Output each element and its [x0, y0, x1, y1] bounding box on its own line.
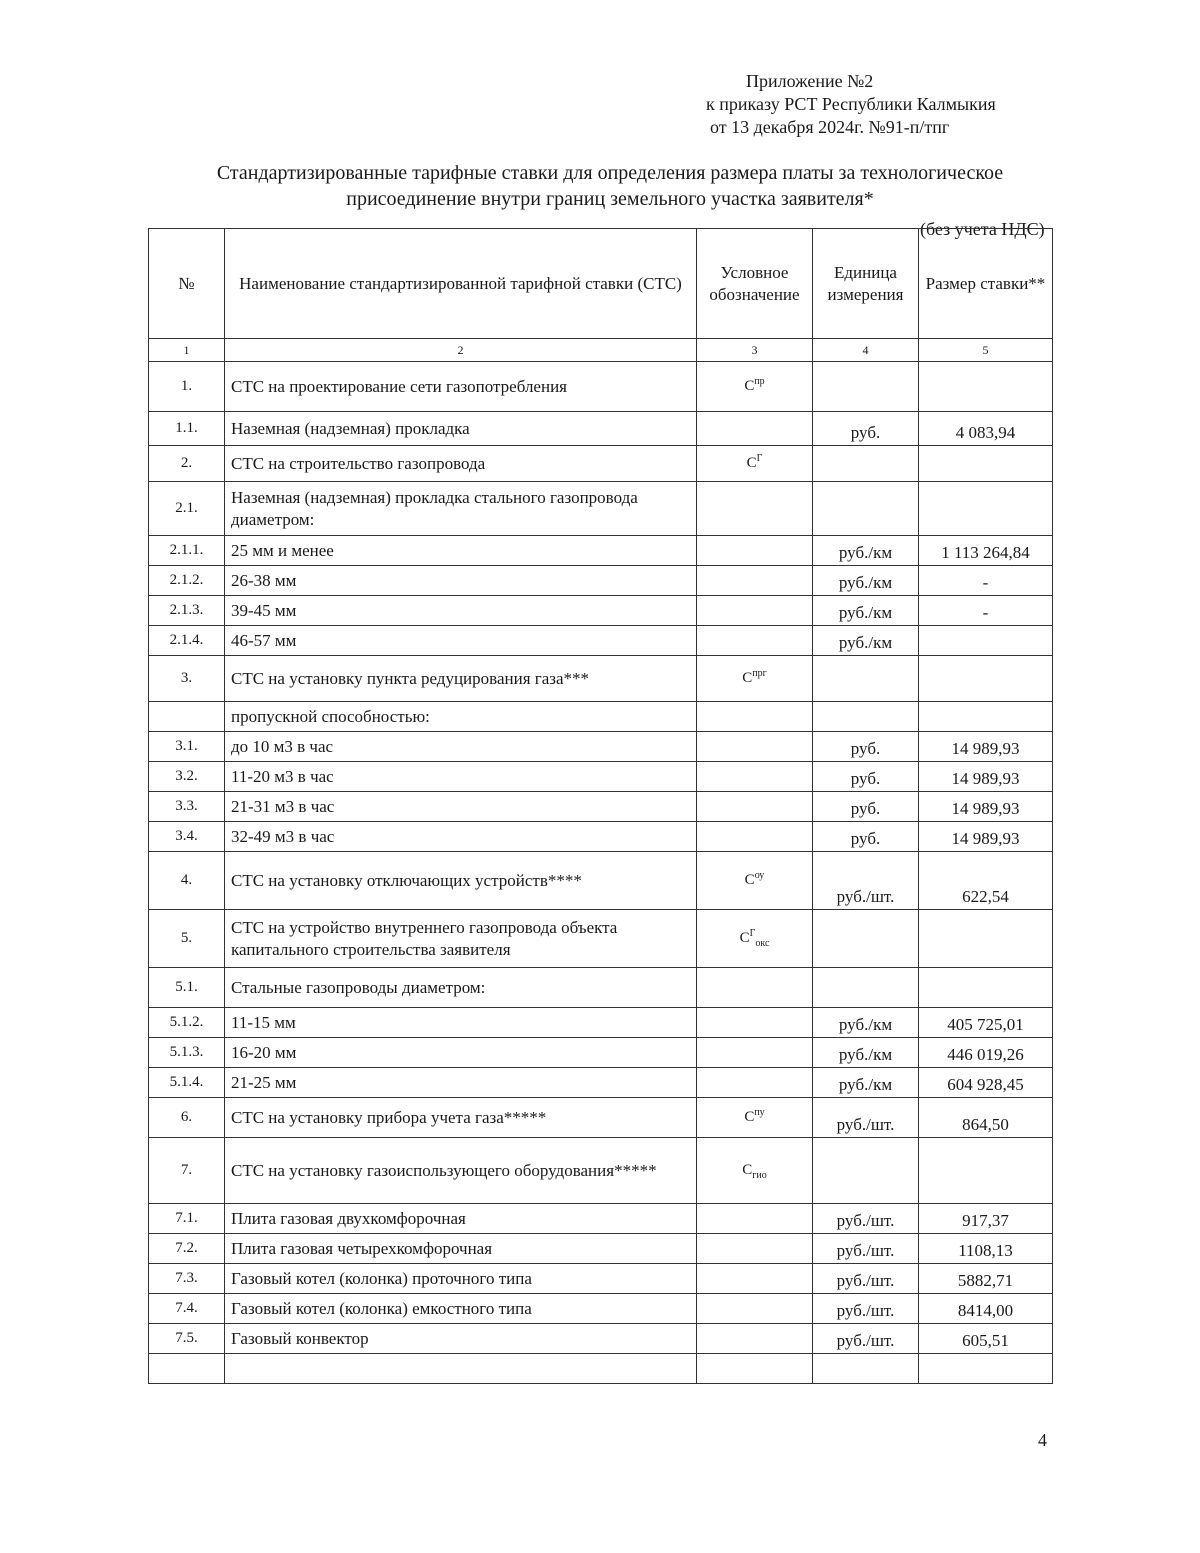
- row-number: 3.3.: [149, 792, 225, 822]
- symbol-base: С: [746, 455, 757, 471]
- row-rate: 622,54: [919, 852, 1053, 910]
- appendix-reference: [706, 70, 996, 139]
- row-rate: [919, 910, 1053, 968]
- table-row: [149, 968, 1053, 1008]
- row-name: СТС на строительство газопровода: [225, 446, 697, 482]
- row-name: 21-31 м3 в час: [225, 792, 697, 822]
- row-name: Стальные газопроводы диаметром:: [225, 968, 697, 1008]
- row-number: 7.5.: [149, 1324, 225, 1354]
- row-number: 1.: [149, 362, 225, 412]
- row-rate: 446 019,26: [919, 1038, 1053, 1068]
- row-name: Плита газовая двухкомфорочная: [225, 1204, 697, 1234]
- document-title: Стандартизированные тарифные ставки для определения размера платы за технологическое присоединение внутри границ земельного участка заявителя*: [216, 162, 1004, 210]
- table-row: [149, 1068, 1053, 1098]
- row-rate: [919, 968, 1053, 1008]
- row-rate: 8414,00: [919, 1294, 1053, 1324]
- table-row: [149, 822, 1053, 852]
- table-row: [149, 536, 1053, 566]
- row-unit: руб./шт.: [813, 1098, 919, 1138]
- symbol-superscript: пр: [754, 376, 765, 387]
- row-rate: [919, 446, 1053, 482]
- symbol-base: С: [742, 670, 753, 686]
- row-rate: 605,51: [919, 1324, 1053, 1354]
- row-name: Газовый котел (колонка) емкостного типа: [225, 1294, 697, 1324]
- symbol-superscript: пу: [754, 1107, 765, 1118]
- column-index: 5: [919, 339, 1053, 362]
- row-number: 4.: [149, 852, 225, 910]
- row-unit: руб./км: [813, 1068, 919, 1098]
- row-rate: [919, 626, 1053, 656]
- row-symbol: [697, 626, 813, 656]
- header-rate: Размер ставки**: [919, 229, 1053, 339]
- row-number: 2.1.2.: [149, 566, 225, 596]
- table-row: [149, 362, 1053, 412]
- row-unit: руб./км: [813, 566, 919, 596]
- row-name: СТС на установку отключающих устройств****: [225, 852, 697, 910]
- row-rate: 917,37: [919, 1204, 1053, 1234]
- column-index: 3: [697, 339, 813, 362]
- row-number: [149, 702, 225, 732]
- symbol-base: С: [744, 872, 755, 888]
- table-row: [149, 702, 1053, 732]
- row-symbol: [697, 1098, 813, 1138]
- table-row: [149, 626, 1053, 656]
- row-symbol: [697, 596, 813, 626]
- row-number: 7.: [149, 1138, 225, 1204]
- row-name: Плита газовая четырехкомфорочная: [225, 1234, 697, 1264]
- table-row: [149, 1264, 1053, 1294]
- row-symbol: [697, 362, 813, 412]
- row-unit: [813, 910, 919, 968]
- row-rate: 14 989,93: [919, 822, 1053, 852]
- row-rate: 14 989,93: [919, 762, 1053, 792]
- row-name: Газовый котел (колонка) проточного типа: [225, 1264, 697, 1294]
- row-symbol: [697, 446, 813, 482]
- row-number: 7.3.: [149, 1264, 225, 1294]
- row-rate: 4 083,94: [919, 412, 1053, 446]
- row-symbol: [697, 702, 813, 732]
- table-row: [149, 412, 1053, 446]
- row-rate: 1 113 264,84: [919, 536, 1053, 566]
- row-name: 11-15 мм: [225, 1008, 697, 1038]
- row-unit: руб./км: [813, 626, 919, 656]
- row-number: 2.: [149, 446, 225, 482]
- row-unit: руб./шт.: [813, 1324, 919, 1354]
- row-symbol: [697, 968, 813, 1008]
- table-row: [149, 482, 1053, 536]
- row-number: 7.1.: [149, 1204, 225, 1234]
- table-row: [149, 1354, 1053, 1384]
- row-symbol: [697, 566, 813, 596]
- row-number: 2.1.1.: [149, 536, 225, 566]
- row-name: СТС на устройство внутреннего газопровода объекта капитального строительства заявителя: [225, 910, 697, 968]
- row-number: 2.1.4.: [149, 626, 225, 656]
- row-rate: 14 989,93: [919, 732, 1053, 762]
- row-unit: руб./км: [813, 1008, 919, 1038]
- row-unit: руб./шт.: [813, 852, 919, 910]
- row-symbol: [697, 1138, 813, 1204]
- row-number: 7.2.: [149, 1234, 225, 1264]
- tariff-table: [148, 228, 1053, 1384]
- table-row: [149, 852, 1053, 910]
- table-row: [149, 446, 1053, 482]
- row-symbol: [697, 656, 813, 702]
- row-symbol: [697, 762, 813, 792]
- row-number: 3.4.: [149, 822, 225, 852]
- row-unit: [813, 1138, 919, 1204]
- row-number: 2.1.3.: [149, 596, 225, 626]
- row-symbol: [697, 822, 813, 852]
- row-rate: [919, 482, 1053, 536]
- row-symbol: [697, 482, 813, 536]
- row-name: 25 мм и менее: [225, 536, 697, 566]
- row-name: 21-25 мм: [225, 1068, 697, 1098]
- table-row: [149, 1038, 1053, 1068]
- row-symbol: [697, 792, 813, 822]
- table-row: [149, 1234, 1053, 1264]
- table-row: [149, 910, 1053, 968]
- row-unit: руб./км: [813, 536, 919, 566]
- row-name: СТС на установку прибора учета газа*****: [225, 1098, 697, 1138]
- table-row: [149, 596, 1053, 626]
- symbol-subscript: окс: [755, 938, 770, 949]
- row-unit: руб.: [813, 792, 919, 822]
- row-name: до 10 м3 в час: [225, 732, 697, 762]
- row-unit: руб.: [813, 822, 919, 852]
- row-rate: [919, 362, 1053, 412]
- row-name: [225, 1354, 697, 1384]
- row-name: СТС на установку пункта редуцирования газа***: [225, 656, 697, 702]
- appendix-line-1: Приложение №2: [746, 71, 874, 91]
- symbol-base: С: [742, 1162, 753, 1178]
- symbol-superscript: прг: [752, 668, 767, 679]
- row-name: Наземная (надземная) прокладка: [225, 412, 697, 446]
- row-name: 11-20 м3 в час: [225, 762, 697, 792]
- row-number: 3.1.: [149, 732, 225, 762]
- row-symbol: [697, 1038, 813, 1068]
- row-name: 39-45 мм: [225, 596, 697, 626]
- row-name: 16-20 мм: [225, 1038, 697, 1068]
- column-index: 2: [225, 339, 697, 362]
- row-name: СТС на установку газоиспользующего оборудования*****: [225, 1138, 697, 1204]
- row-rate: [919, 1354, 1053, 1384]
- column-index-row: [149, 339, 1053, 362]
- table-row: [149, 1324, 1053, 1354]
- row-number: 3.: [149, 656, 225, 702]
- table-row: [149, 1294, 1053, 1324]
- table-row: [149, 732, 1053, 762]
- symbol-base: С: [744, 1109, 755, 1125]
- row-symbol: [697, 1068, 813, 1098]
- symbol-base: С: [744, 378, 755, 394]
- row-rate: -: [919, 596, 1053, 626]
- row-unit: руб./км: [813, 596, 919, 626]
- row-rate: 1108,13: [919, 1234, 1053, 1264]
- table-row: [149, 1098, 1053, 1138]
- row-unit: руб./шт.: [813, 1234, 919, 1264]
- row-symbol: [697, 852, 813, 910]
- row-name: пропускной способностью:: [225, 702, 697, 732]
- row-number: 5.1.3.: [149, 1038, 225, 1068]
- header-unit: Единица измерения: [813, 229, 919, 339]
- row-number: 7.4.: [149, 1294, 225, 1324]
- column-index: 4: [813, 339, 919, 362]
- symbol-superscript: оу: [754, 870, 765, 881]
- row-unit: руб./шт.: [813, 1204, 919, 1234]
- row-symbol: [697, 1204, 813, 1234]
- row-name: 32-49 м3 в час: [225, 822, 697, 852]
- row-number: 3.2.: [149, 762, 225, 792]
- table-row: [149, 762, 1053, 792]
- row-unit: [813, 362, 919, 412]
- row-unit: [813, 1354, 919, 1384]
- row-number: 5.1.2.: [149, 1008, 225, 1038]
- row-unit: руб.: [813, 412, 919, 446]
- row-name: Газовый конвектор: [225, 1324, 697, 1354]
- page-number: 4: [1038, 1430, 1047, 1450]
- table-row: [149, 1008, 1053, 1038]
- row-name: Наземная (надземная) прокладка стального газопровода диаметром:: [225, 482, 697, 536]
- row-rate: 604 928,45: [919, 1068, 1053, 1098]
- row-symbol: [697, 412, 813, 446]
- row-name: СТС на проектирование сети газопотребления: [225, 362, 697, 412]
- row-rate: 864,50: [919, 1098, 1053, 1138]
- row-number: 6.: [149, 1098, 225, 1138]
- row-symbol: [697, 1234, 813, 1264]
- symbol-superscript: Г: [749, 928, 756, 939]
- header-num: №: [149, 229, 225, 339]
- table-row: [149, 1204, 1053, 1234]
- symbol-subscript: гио: [752, 1170, 767, 1181]
- row-rate: [919, 1138, 1053, 1204]
- row-number: 5.: [149, 910, 225, 968]
- row-unit: руб.: [813, 732, 919, 762]
- row-number: 2.1.: [149, 482, 225, 536]
- appendix-line-2: к приказу РСТ Республики Калмыкия: [706, 94, 996, 114]
- row-symbol: [697, 1008, 813, 1038]
- row-unit: [813, 968, 919, 1008]
- row-symbol: [697, 910, 813, 968]
- table-row: [149, 566, 1053, 596]
- row-name: 26-38 мм: [225, 566, 697, 596]
- tariff-table-body: [149, 362, 1053, 1384]
- row-rate: [919, 702, 1053, 732]
- row-symbol: [697, 732, 813, 762]
- row-unit: [813, 482, 919, 536]
- row-unit: руб./шт.: [813, 1264, 919, 1294]
- vat-note: (без учета НДС): [920, 219, 1045, 239]
- row-number: 1.1.: [149, 412, 225, 446]
- row-symbol: [697, 1324, 813, 1354]
- header-symbol: Условное обозначение: [697, 229, 813, 339]
- table-row: [149, 792, 1053, 822]
- row-symbol: [697, 1294, 813, 1324]
- header-name: Наименование стандартизированной тарифной ставки (СТС): [225, 229, 697, 339]
- table-row: [149, 1138, 1053, 1204]
- row-unit: [813, 446, 919, 482]
- row-rate: -: [919, 566, 1053, 596]
- row-rate: [919, 656, 1053, 702]
- row-unit: руб./км: [813, 1038, 919, 1068]
- row-rate: 405 725,01: [919, 1008, 1053, 1038]
- symbol-base: С: [739, 930, 750, 946]
- row-symbol: [697, 536, 813, 566]
- row-number: [149, 1354, 225, 1384]
- appendix-line-3: от 13 декабря 2024г. №91-п/тпг: [710, 117, 950, 137]
- row-number: 5.1.4.: [149, 1068, 225, 1098]
- column-index: 1: [149, 339, 225, 362]
- row-symbol: [697, 1264, 813, 1294]
- row-rate: 5882,71: [919, 1264, 1053, 1294]
- row-unit: [813, 702, 919, 732]
- symbol-superscript: Г: [756, 453, 763, 464]
- row-unit: [813, 656, 919, 702]
- table-row: [149, 656, 1053, 702]
- row-unit: руб./шт.: [813, 1294, 919, 1324]
- row-rate: 14 989,93: [919, 792, 1053, 822]
- row-unit: руб.: [813, 762, 919, 792]
- row-symbol: [697, 1354, 813, 1384]
- row-name: 46-57 мм: [225, 626, 697, 656]
- row-number: 5.1.: [149, 968, 225, 1008]
